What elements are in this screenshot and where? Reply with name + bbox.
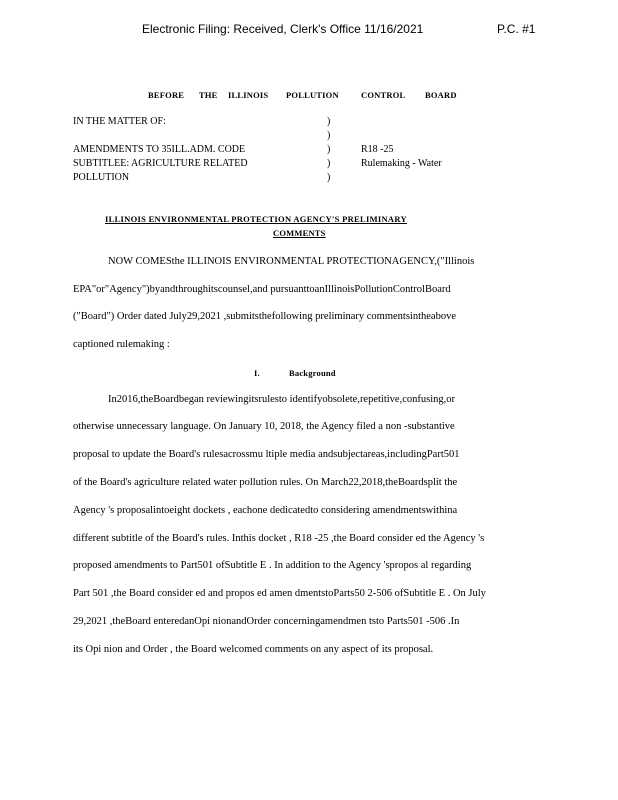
comments-title: ILLINOIS ENVIRONMENTAL PROTECTION AGENCY'S PRELIMINARY (105, 214, 407, 224)
board-title-word: BEFORE (148, 90, 185, 100)
caption-line: POLLUTION (73, 172, 130, 183)
docket-number: R18 -25 (361, 144, 394, 155)
board-title-word: CONTROL (361, 90, 406, 100)
body-line: proposal to update the Board's rulesacrossmu ltiple media andsubjectareas,includingPart501 (73, 449, 460, 460)
section-heading: Background (289, 368, 336, 378)
caption-paren: ) (327, 130, 331, 141)
body-line: Agency 's proposalintoeight dockets , eachone dedicatedto considering amendmentswithina (73, 505, 458, 516)
board-title-word: ILLINOIS (228, 90, 269, 100)
body-line: its Opi nion and Order , the Board welcomed comments on any aspect of its proposal. (73, 644, 434, 655)
board-title-word: THE (199, 90, 218, 100)
intro-line: NOW COMESthe ILLINOIS ENVIRONMENTAL PROTECTIONAGENCY,("Illinois (108, 256, 475, 267)
page-code: P.C. #1 (497, 22, 536, 36)
caption-paren: ) (327, 172, 331, 183)
caption-paren: ) (327, 158, 331, 169)
body-line: of the Board's agriculture related water pollution rules. On March22,2018,theBoardsplit the (73, 477, 458, 488)
body-line: 29,2021 ,theBoard enteredanOpi nionandOrder concerningamendmen tsto Parts501 -506 .In (73, 616, 460, 627)
caption-line: AMENDMENTS TO 35ILL.ADM. CODE (73, 144, 246, 155)
intro-line: ("Board") Order dated July29,2021 ,submitsthefollowing preliminary commentsintheabove (73, 311, 456, 322)
board-title-word: POLLUTION (286, 90, 339, 100)
filing-stamp: Electronic Filing: Received, Clerk's Office 11/16/2021 (142, 22, 424, 36)
intro-line: EPA"or"Agency")byandthroughitscounsel,and pursuanttoanIllinoisPollutionControlBoard (73, 284, 451, 295)
caption-paren: ) (327, 144, 331, 155)
comments-title-line2: COMMENTS (273, 228, 326, 238)
docket-type: Rulemaking - Water (361, 158, 442, 169)
body-line: In2016,theBoardbegan reviewingitsrulesto identifyobsolete,repetitive,confusing,or (108, 394, 455, 405)
caption-paren: ) (327, 116, 331, 127)
body-line: different subtitle of the Board's rules. Inthis docket , R18 -25 ,the Board consider ed the Agency 's (73, 533, 485, 544)
board-title-word: BOARD (425, 90, 457, 100)
body-line: otherwise unnecessary language. On January 10, 2018, the Agency filed a non -substantive (73, 421, 455, 432)
in-the-matter: IN THE MATTER OF: (73, 116, 166, 127)
body-line: Part 501 ,the Board consider ed and propos ed amen dmentstoParts50 2-506 ofSubtitle E . On July (73, 588, 486, 599)
body-line: proposed amendments to Part501 ofSubtitle E . In addition to the Agency 'spropos al regarding (73, 560, 472, 571)
section-number: I. (254, 368, 260, 378)
intro-line: captioned rulemaking : (73, 339, 170, 350)
caption-line: SUBTITLEE: AGRICULTURE RELATED (73, 158, 248, 169)
